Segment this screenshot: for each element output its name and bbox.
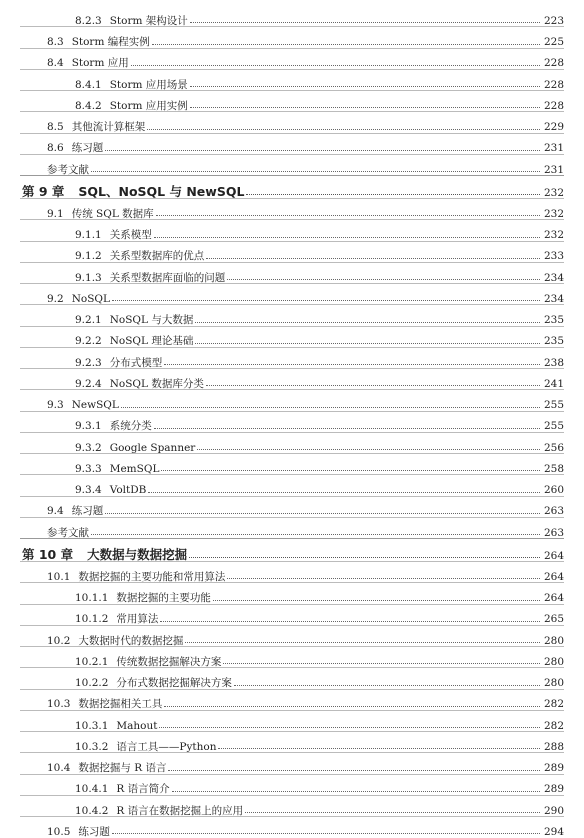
toc-page-number: 228 (543, 99, 564, 112)
toc-entry-title: Storm 应用实例 (109, 99, 188, 112)
toc-entry-title: 练习题 (71, 142, 104, 155)
toc-entry-row[interactable] (0, 774, 584, 795)
toc-entry-number: 10.2 (47, 634, 71, 647)
toc-entry-title: MemSQL (109, 462, 160, 475)
toc-entry-row[interactable] (0, 517, 584, 538)
toc-entry-number: 9.1.3 (75, 271, 102, 284)
row-divider (20, 26, 564, 27)
toc-page-number: 232 (543, 186, 564, 199)
toc-entry-title: R 语言简介 (116, 783, 170, 796)
toc-entry-number: 9.3.1 (75, 420, 102, 433)
toc-entry-number: 8.2.3 (75, 14, 102, 27)
toc-entry-number: 10.2.2 (75, 677, 109, 689)
toc-page-number: 264 (543, 592, 564, 604)
toc-entry-row[interactable] (0, 432, 584, 453)
toc-page-number: 280 (543, 655, 564, 668)
toc-page-number: 264 (543, 549, 564, 562)
row-divider (20, 48, 564, 49)
toc-page-number: 228 (543, 78, 564, 91)
dot-leader (189, 557, 540, 558)
toc-page-number: 229 (543, 121, 564, 133)
row-divider (20, 604, 564, 605)
toc-entry-title: 传统数据挖掘解决方案 (116, 655, 222, 668)
toc-page-number: 289 (543, 762, 564, 774)
dot-leader (195, 322, 540, 323)
dot-leader (190, 22, 540, 23)
table-of-contents (0, 5, 584, 837)
toc-entry-row[interactable] (0, 5, 584, 26)
row-divider (20, 198, 564, 199)
toc-page-number: 232 (543, 229, 564, 241)
dot-leader (245, 812, 540, 813)
toc-entry-number: 9.3.4 (75, 484, 102, 496)
toc-entry-title: 数据挖掘的主要功能和常用算法 (78, 570, 226, 583)
toc-entry-number: 10.5 (47, 825, 71, 838)
toc-entry-number: 8.4 (47, 57, 64, 70)
toc-page-number: 290 (543, 804, 564, 817)
toc-entry-row[interactable] (0, 453, 584, 474)
toc-page-number: 282 (543, 719, 564, 732)
dot-leader (161, 470, 540, 471)
toc-entry-title: 数据挖掘的主要功能 (116, 592, 211, 604)
toc-entry-title: Storm 编程实例 (71, 36, 150, 48)
toc-page-number: 289 (543, 783, 564, 796)
dot-leader (227, 279, 540, 280)
toc-entry-number: 10.3.1 (75, 719, 109, 732)
toc-entry-title: 常用算法 (116, 613, 159, 626)
toc-entry-number: 9.1.1 (75, 229, 102, 241)
toc-entry-title: 大数据时代的数据挖掘 (78, 634, 184, 647)
toc-entry-number: 第 9 章 (22, 183, 65, 199)
row-divider (20, 69, 564, 70)
toc-entry-number: 9.2.1 (75, 314, 102, 326)
dot-leader (197, 449, 540, 450)
dot-leader (190, 107, 540, 108)
row-divider (20, 538, 564, 539)
toc-entry-row[interactable] (0, 262, 584, 283)
toc-entry-row[interactable] (0, 411, 584, 432)
row-divider (20, 816, 564, 817)
toc-page-number: 255 (543, 420, 564, 433)
toc-entry-title: 传统 SQL 数据库 (71, 207, 154, 220)
toc-page-number: 258 (543, 462, 564, 475)
toc-entry-title: NoSQL (71, 292, 110, 305)
dot-leader (154, 237, 540, 238)
toc-entry-row[interactable] (0, 26, 584, 47)
dot-leader (147, 129, 540, 130)
toc-entry-number: 10.1.1 (75, 592, 109, 604)
row-divider (20, 667, 564, 668)
row-divider (20, 389, 564, 390)
toc-entry-title: 其他流计算框架 (71, 121, 146, 133)
dot-leader (112, 833, 540, 834)
toc-entry-title: 分布式模型 (109, 356, 163, 369)
toc-entry-number: 10.1.2 (75, 613, 109, 626)
toc-entry-title: 系统分类 (109, 420, 152, 433)
toc-page-number: 231 (543, 163, 564, 176)
dot-leader (223, 663, 540, 664)
toc-page-number: 260 (543, 484, 564, 496)
toc-entry-title: 练习题 (71, 505, 104, 518)
toc-entry-title: Google Spanner (109, 441, 196, 454)
toc-entry-row[interactable] (0, 48, 584, 69)
row-divider (20, 262, 564, 263)
row-divider (20, 133, 564, 134)
row-divider (20, 347, 564, 348)
toc-entry-title: 数据挖掘相关工具 (78, 698, 163, 711)
toc-page-number: 231 (543, 142, 564, 155)
toc-page-number: 265 (543, 613, 564, 626)
row-divider (20, 474, 564, 475)
row-divider (20, 795, 564, 796)
toc-page-number: 280 (543, 677, 564, 689)
toc-entry-row[interactable] (0, 154, 584, 175)
toc-page-number: 238 (543, 356, 564, 369)
toc-entry-row[interactable] (0, 133, 584, 154)
toc-entry-row[interactable] (0, 241, 584, 262)
toc-entry-row[interactable] (0, 604, 584, 625)
toc-page-number: 255 (543, 399, 564, 411)
dot-leader (148, 492, 540, 493)
toc-entry-title: Mahout (116, 719, 158, 732)
toc-entry-number: 9.3.2 (75, 441, 102, 454)
dot-leader (246, 194, 540, 195)
toc-entry-row[interactable] (0, 111, 584, 132)
toc-page-number: 263 (543, 526, 564, 539)
dot-leader (105, 513, 540, 514)
toc-entry-title: 数据挖掘与 R 语言 (78, 762, 167, 774)
toc-page-number: 234 (543, 271, 564, 284)
toc-entry-title: NoSQL 理论基础 (109, 335, 194, 348)
dot-leader (160, 621, 540, 622)
toc-entry-number: 9.2 (47, 292, 64, 305)
row-divider (20, 154, 564, 155)
toc-page-number: 288 (543, 740, 564, 753)
toc-page-number: 232 (543, 207, 564, 220)
dot-leader (206, 258, 540, 259)
dot-leader (172, 791, 540, 792)
toc-entry-row[interactable] (0, 368, 584, 389)
toc-entry-number: 8.5 (47, 121, 64, 133)
toc-entry-row[interactable] (0, 219, 584, 240)
dot-leader (131, 65, 540, 66)
toc-entry-title: 分布式数据挖掘解决方案 (116, 677, 232, 689)
toc-entry-row[interactable] (0, 710, 584, 731)
toc-page-number: 280 (543, 634, 564, 647)
toc-page-number: 228 (543, 57, 564, 70)
toc-entry-number: 9.1 (47, 207, 64, 220)
toc-entry-title: 参考文献 (47, 526, 89, 539)
toc-entry-number: 10.4 (47, 762, 71, 774)
toc-entry-title: 语言工具——Python (116, 740, 217, 753)
toc-entry-number: 第 10 章 (22, 546, 74, 562)
toc-entry-title: SQL、NoSQL 与 NewSQL (78, 183, 245, 199)
row-divider (20, 517, 564, 518)
dot-leader (213, 600, 540, 601)
toc-entry-title: 参考文献 (47, 163, 89, 176)
dot-leader (121, 407, 540, 408)
toc-page-number: 264 (543, 570, 564, 583)
toc-entry-row[interactable] (0, 561, 584, 582)
toc-entry-row[interactable] (0, 389, 584, 410)
row-divider (20, 582, 564, 583)
toc-page-number: 282 (543, 698, 564, 711)
toc-entry-title: 练习题 (78, 825, 110, 838)
dot-leader (234, 685, 540, 686)
toc-entry-title: 关系型数据库的优点 (109, 250, 205, 263)
row-divider (20, 326, 564, 327)
dot-leader (218, 748, 540, 749)
dot-leader (156, 215, 540, 216)
toc-entry-number: 9.3 (47, 399, 64, 411)
row-divider (20, 561, 564, 562)
row-divider (20, 453, 564, 454)
toc-entry-number: 10.3.2 (75, 740, 109, 753)
row-divider (20, 175, 564, 176)
row-divider (20, 432, 564, 433)
toc-page-number: 294 (543, 825, 564, 838)
toc-entry-row[interactable] (0, 304, 584, 325)
toc-page-number: 263 (543, 505, 564, 518)
toc-chapter-row[interactable] (0, 175, 584, 198)
toc-entry-row[interactable] (0, 283, 584, 304)
dot-leader (168, 770, 540, 771)
toc-entry-number: 8.3 (47, 36, 64, 48)
toc-entry-number: 8.6 (47, 142, 64, 155)
toc-entry-title: 关系模型 (109, 229, 152, 241)
toc-entry-row[interactable] (0, 667, 584, 688)
dot-leader (91, 171, 540, 172)
row-divider (20, 368, 564, 369)
toc-entry-title: Storm 架构设计 (109, 14, 188, 27)
toc-entry-number: 9.2.3 (75, 356, 102, 369)
toc-entry-number: 10.4.2 (75, 804, 109, 817)
toc-entry-number: 10.2.1 (75, 655, 109, 668)
toc-entry-row[interactable] (0, 625, 584, 646)
toc-entry-row[interactable] (0, 731, 584, 752)
toc-entry-number: 8.4.1 (75, 78, 102, 91)
row-divider (20, 689, 564, 690)
toc-entry-number: 10.3 (47, 698, 71, 711)
dot-leader (195, 343, 540, 344)
row-divider (20, 90, 564, 91)
row-divider (20, 304, 564, 305)
toc-entry-number: 8.4.2 (75, 99, 102, 112)
dot-leader (206, 385, 540, 386)
toc-page-number: 223 (543, 14, 564, 27)
toc-entry-number: 10.1 (47, 570, 71, 583)
toc-page-number: 235 (543, 314, 564, 326)
toc-entry-row[interactable] (0, 198, 584, 219)
toc-entry-number: 9.2.4 (75, 377, 102, 390)
toc-entry-row[interactable] (0, 582, 584, 603)
dot-leader (227, 578, 540, 579)
toc-entry-title: Storm 应用 (71, 57, 129, 70)
row-divider (20, 774, 564, 775)
dot-leader (159, 727, 540, 728)
row-divider (20, 241, 564, 242)
dot-leader (164, 706, 540, 707)
toc-entry-title: Storm 应用场景 (109, 78, 188, 91)
dot-leader (190, 86, 540, 87)
toc-entry-title: 大数据与数据挖掘 (87, 546, 188, 562)
toc-entry-number: 9.3.3 (75, 462, 102, 475)
toc-entry-row[interactable] (0, 347, 584, 368)
row-divider (20, 411, 564, 412)
toc-chapter-row[interactable] (0, 538, 584, 561)
row-divider (20, 646, 564, 647)
toc-page-number: 234 (543, 292, 564, 305)
row-divider (20, 283, 564, 284)
toc-entry-number: 10.4.1 (75, 783, 109, 796)
toc-entry-title: R 语言在数据挖掘上的应用 (116, 804, 244, 817)
toc-entry-row[interactable] (0, 816, 584, 837)
toc-page-number: 241 (543, 377, 564, 390)
toc-entry-row[interactable] (0, 795, 584, 816)
toc-entry-row[interactable] (0, 474, 584, 495)
toc-entry-number: 9.4 (47, 505, 64, 518)
toc-entry-row[interactable] (0, 69, 584, 90)
toc-entry-row[interactable] (0, 689, 584, 710)
toc-entry-number: 9.2.2 (75, 335, 102, 348)
toc-entry-row[interactable] (0, 752, 584, 773)
row-divider (20, 111, 564, 112)
row-divider (20, 219, 564, 220)
toc-entry-title: VoltDB (109, 484, 147, 496)
toc-entry-row[interactable] (0, 326, 584, 347)
dot-leader (112, 300, 540, 301)
dot-leader (164, 364, 540, 365)
dot-leader (91, 534, 540, 535)
toc-entry-row[interactable] (0, 646, 584, 667)
toc-entry-row[interactable] (0, 90, 584, 111)
toc-page-number: 225 (543, 36, 564, 48)
toc-entry-title: NoSQL 数据库分类 (109, 377, 204, 390)
toc-page-number: 233 (543, 250, 564, 263)
toc-entry-title: 关系型数据库面临的问题 (109, 271, 226, 284)
row-divider (20, 625, 564, 626)
toc-entry-row[interactable] (0, 496, 584, 517)
toc-entry-number: 9.1.2 (75, 250, 102, 263)
dot-leader (185, 642, 540, 643)
dot-leader (105, 150, 540, 151)
dot-leader (152, 44, 540, 45)
row-divider (20, 710, 564, 711)
row-divider (20, 731, 564, 732)
toc-entry-title: NoSQL 与大数据 (109, 314, 194, 326)
row-divider (20, 752, 564, 753)
row-divider (20, 496, 564, 497)
dot-leader (154, 428, 540, 429)
toc-entry-title: NewSQL (71, 399, 119, 411)
toc-page-number: 256 (543, 441, 564, 454)
toc-page-number: 235 (543, 335, 564, 348)
